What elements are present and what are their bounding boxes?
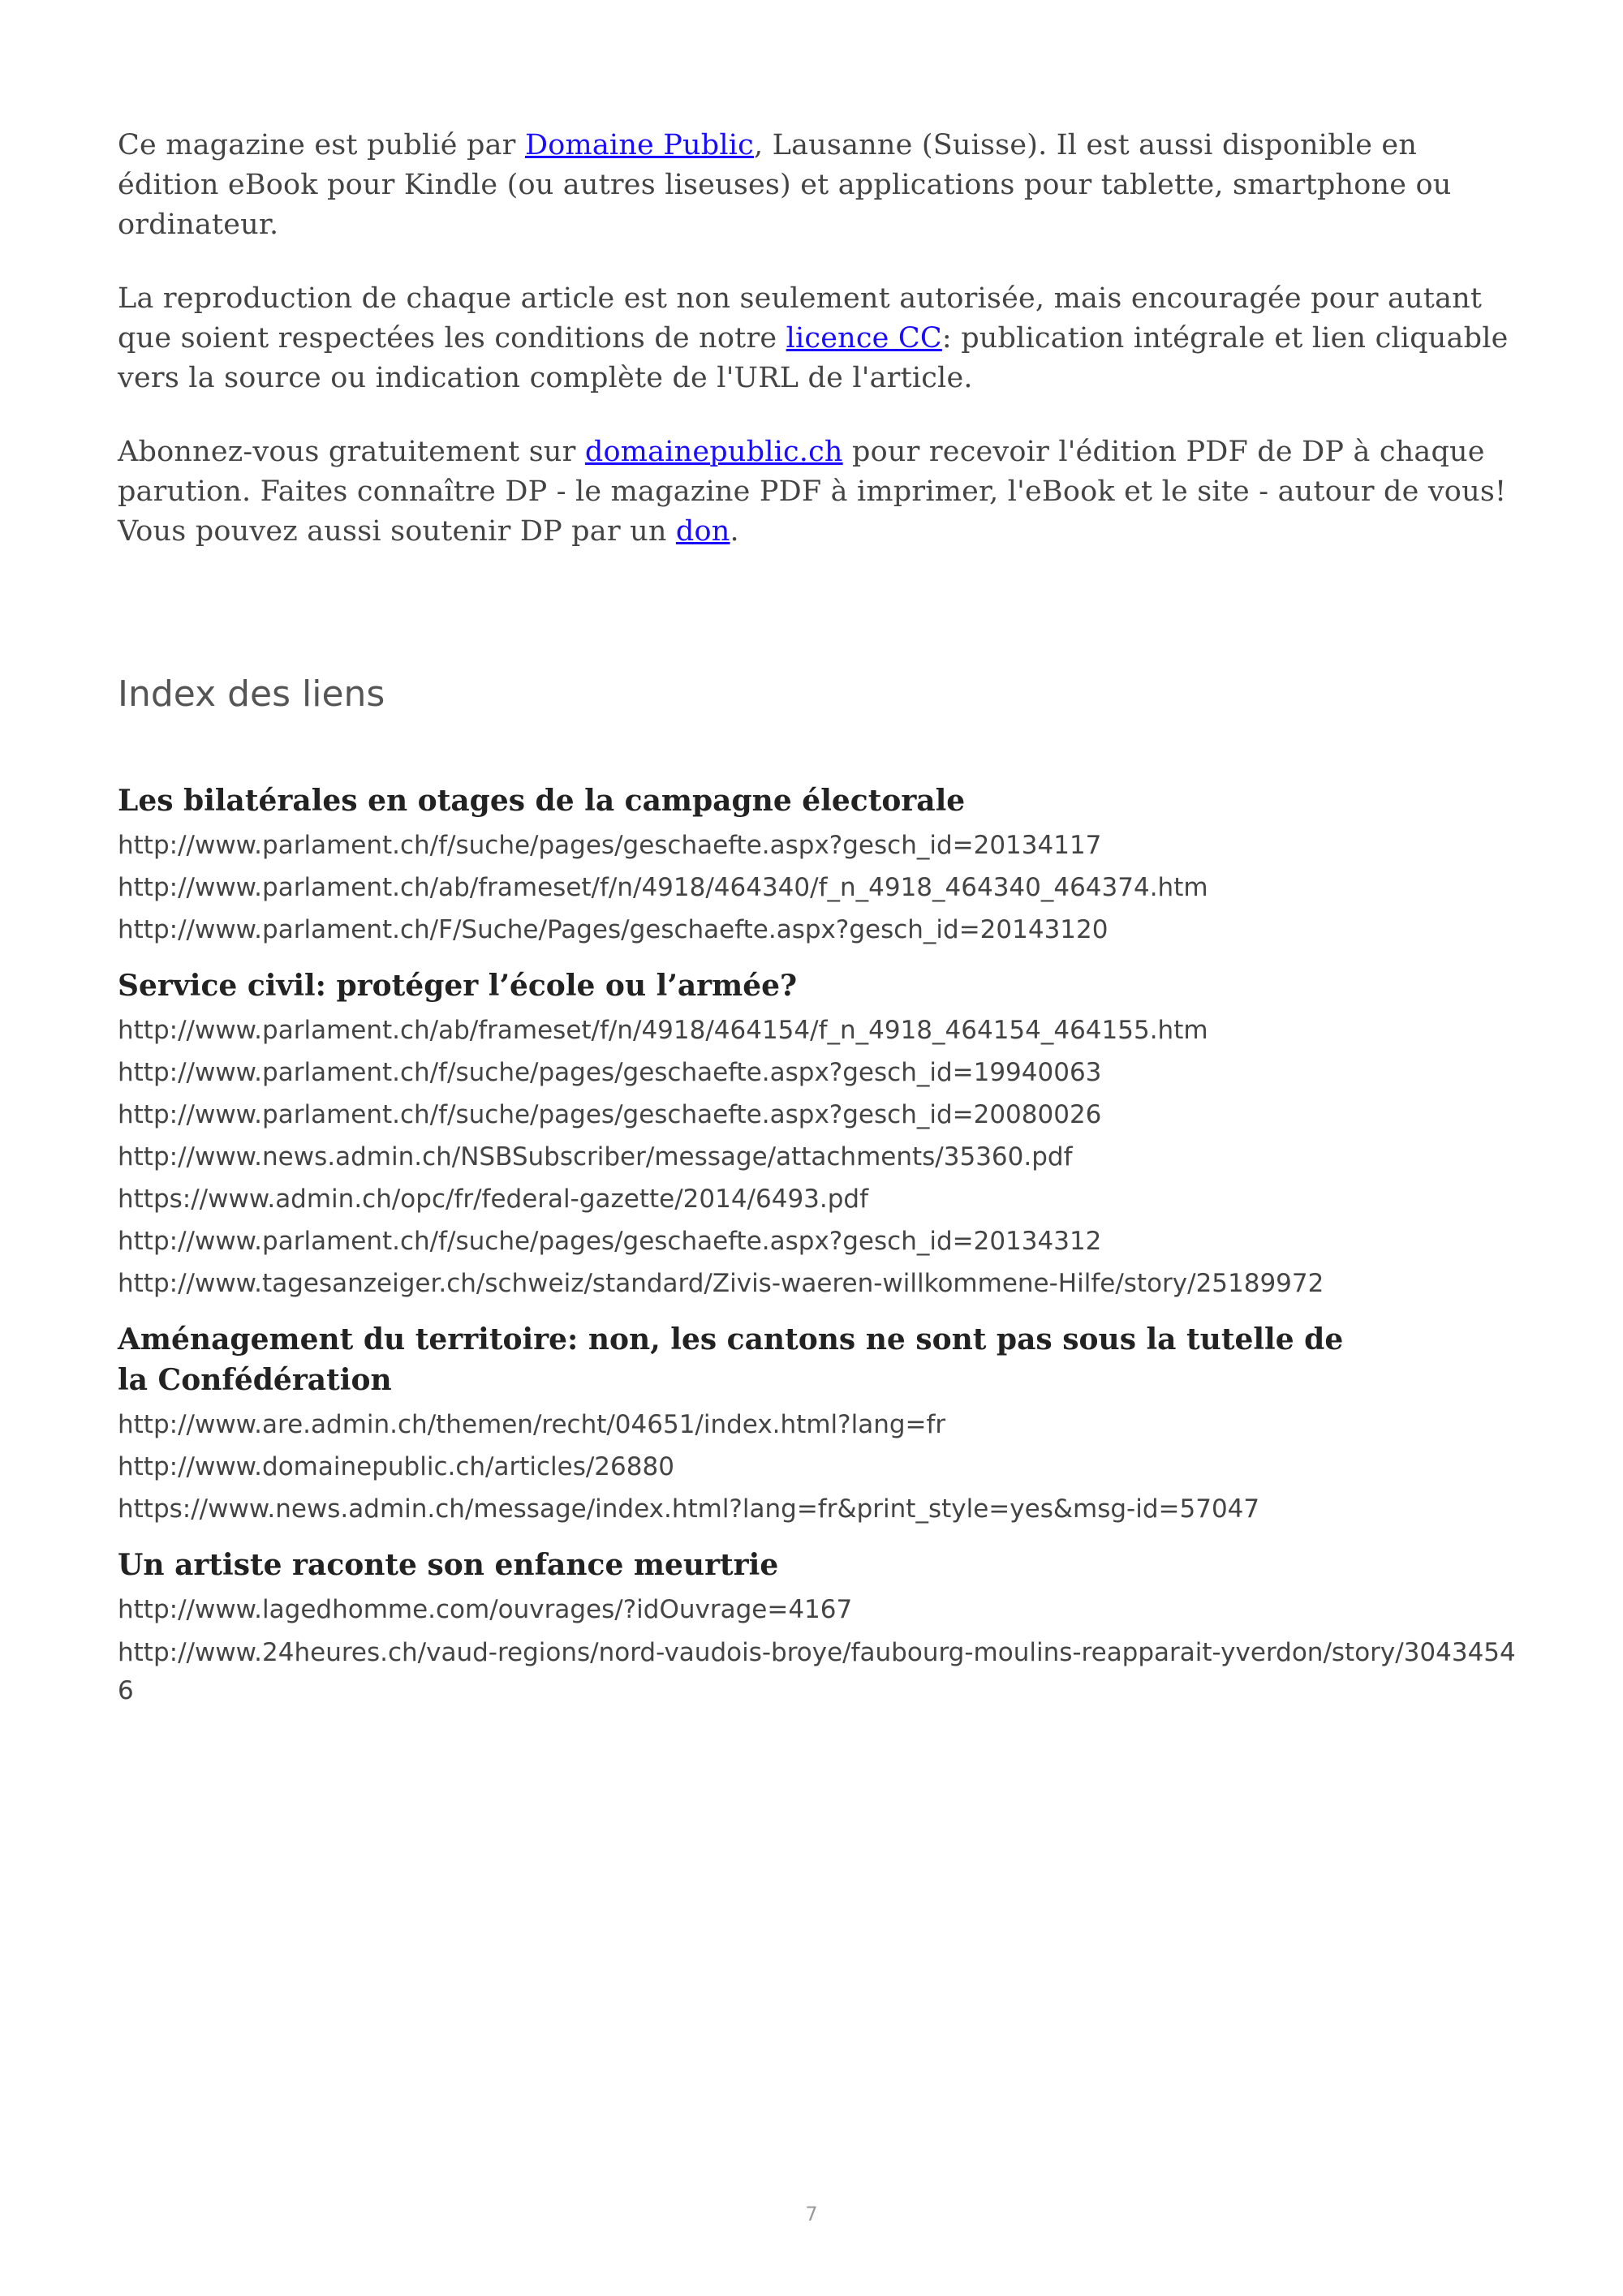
link-url[interactable]: https://www.news.admin.ch/message/index.html?lang=fr&print_style=yes&msg-id=57047 <box>118 1494 1260 1524</box>
index-section <box>118 780 1522 951</box>
link-url[interactable]: http://www.parlament.ch/ab/frameset/f/n/4918/464154/f_n_4918_464154_464155.htm <box>118 1016 1208 1045</box>
link-url[interactable]: http://www.lagedhomme.com/ouvrages/?idOuvrage=4167 <box>118 1595 853 1624</box>
section-title: Les bilatérales en otages de la campagne électorale <box>118 784 966 818</box>
intro-text: : publication intégrale et lien cliquable vers la source ou indication complète de l'URL de l'article. <box>118 322 1509 394</box>
link-url[interactable]: http://www.parlament.ch/f/suche/pages/geschaefte.aspx?gesch_id=19940063 <box>118 1058 1102 1087</box>
intro-text: . <box>730 515 739 548</box>
link-url[interactable]: http://www.tagesanzeiger.ch/schweiz/standard/Zivis-waeren-willkommene-Hilfe/story/25189972 <box>118 1269 1324 1298</box>
domaine-public-link[interactable]: Domaine Public <box>524 129 754 161</box>
domainepublic-link[interactable]: domainepublic.ch <box>584 436 843 468</box>
page-number: 7 <box>805 2203 818 2225</box>
link-url[interactable]: http://www.domainepublic.ch/articles/26880 <box>118 1452 674 1481</box>
link-url[interactable]: http://www.24heures.ch/vaud-regions/nord-vaudois-broye/faubourg-moulins-reapparait-yverdon/story/30434546 <box>118 1638 1516 1705</box>
intro-text: , Lausanne (Suisse). Il est aussi disponible en édition eBook pour Kindle (ou autres liseuses) et applications pour tablette, smartphone ou ordinateur. <box>118 129 1452 241</box>
link-url[interactable]: http://www.parlament.ch/f/suche/pages/geschaefte.aspx?gesch_id=20080026 <box>118 1100 1102 1129</box>
don-link[interactable]: don <box>675 515 730 548</box>
intro-paragraph-publisher <box>118 126 1522 245</box>
intro-paragraph-license <box>118 279 1522 398</box>
index-section <box>118 965 1522 1305</box>
section-title: Aménagement du territoire: non, les cantons ne sont pas sous la tutelle de la Confédération <box>118 1322 1344 1397</box>
intro-text: La reproduction de chaque article est non seulement autorisée, mais encouragée pour autant que soient respectées les conditions de notre <box>118 282 1483 355</box>
link-url[interactable]: http://www.are.admin.ch/themen/recht/04651/index.html?lang=fr <box>118 1410 946 1439</box>
index-sections <box>118 780 1522 1710</box>
section-title: Service civil: protéger l’école ou l’armée? <box>118 969 798 1003</box>
link-url[interactable]: http://www.parlament.ch/ab/frameset/f/n/4918/464340/f_n_4918_464340_464374.htm <box>118 873 1208 902</box>
link-url[interactable]: http://www.parlament.ch/F/Suche/Pages/geschaefte.aspx?gesch_id=20143120 <box>118 915 1109 944</box>
link-url[interactable]: https://www.admin.ch/opc/fr/federal-gazette/2014/6493.pdf <box>118 1185 869 1214</box>
index-title: Index des liens <box>118 673 385 715</box>
licence-cc-link[interactable]: licence CC <box>786 322 942 355</box>
index-section <box>118 1319 1522 1530</box>
section-title: Un artiste raconte son enfance meurtrie <box>118 1548 779 1582</box>
intro-paragraph-subscribe <box>118 432 1522 552</box>
link-url[interactable]: http://www.parlament.ch/f/suche/pages/geschaefte.aspx?gesch_id=20134312 <box>118 1227 1102 1256</box>
link-url[interactable]: http://www.parlament.ch/f/suche/pages/geschaefte.aspx?gesch_id=20134117 <box>118 831 1102 860</box>
intro-text: Abonnez-vous gratuitement sur <box>118 436 585 468</box>
intro-text: Ce magazine est publié par <box>118 129 525 161</box>
index-section <box>118 1545 1522 1710</box>
intro-text: pour recevoir l'édition PDF de DP à chaque parution. Faites connaître DP - le magazine PDF à imprimer, l'eBook et le site - autour de vous! Vous pouvez aussi soutenir DP par un <box>118 436 1507 548</box>
page-content <box>118 126 1522 1725</box>
link-url[interactable]: http://www.news.admin.ch/NSBSubscriber/message/attachments/35360.pdf <box>118 1142 1073 1172</box>
